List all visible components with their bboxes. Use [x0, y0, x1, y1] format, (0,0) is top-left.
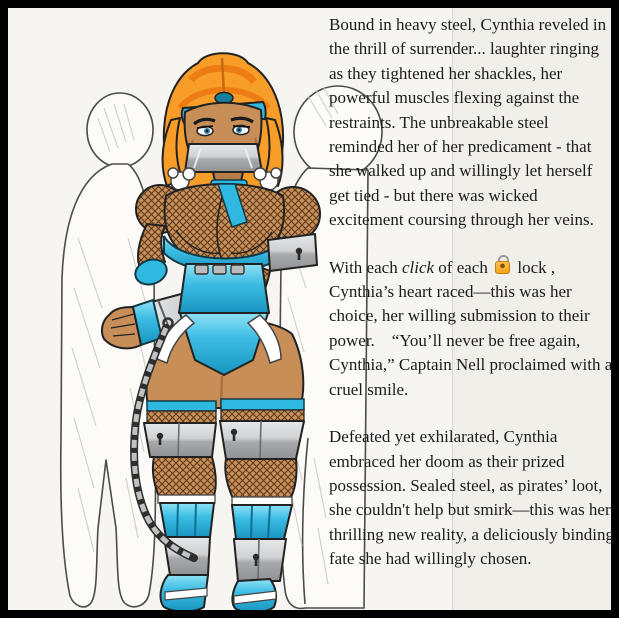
upper-arm-cuff: [268, 234, 317, 271]
caption-segment: click: [401, 257, 435, 277]
lock-icon: [495, 259, 510, 274]
caption-segment: Bound in heavy steel, Cynthia reveled in the thrill of surrender... laughter ringing as they tightened her shackles, her powerful muscles flexing against the restraints. The unbreakable steel reminded her of her predicament - that she walked up and willingly let herself get tied - but there was wicked excitement coursing through her veins.: [329, 15, 607, 230]
page-background: [8, 8, 615, 610]
caption-segment: of each: [434, 257, 493, 277]
gag-plate: [185, 144, 262, 172]
caption-text: [329, 13, 615, 595]
face: [185, 103, 262, 172]
caption-segment: With each: [329, 257, 402, 277]
caption-segment: lock , Cynthia’s heart raced—this was her choice, her willing submission to their power. “You’ll never be free again, Cynthia,” Captain Nell proclaimed with a cruel smile.: [329, 257, 613, 399]
caption-paragraph: [329, 256, 615, 402]
caption-paragraph: [329, 425, 615, 571]
caption-paragraph: [329, 13, 615, 233]
caption-segment: Defeated yet exhilarated, Cynthia embraced her doom as their prized possession. Sealed steel, as pirates’ loot, she couldn't help but smirk—this was her thrilling new reality, a deliciously binding fate she had willingly chosen.: [329, 427, 615, 569]
waist: [179, 264, 269, 313]
